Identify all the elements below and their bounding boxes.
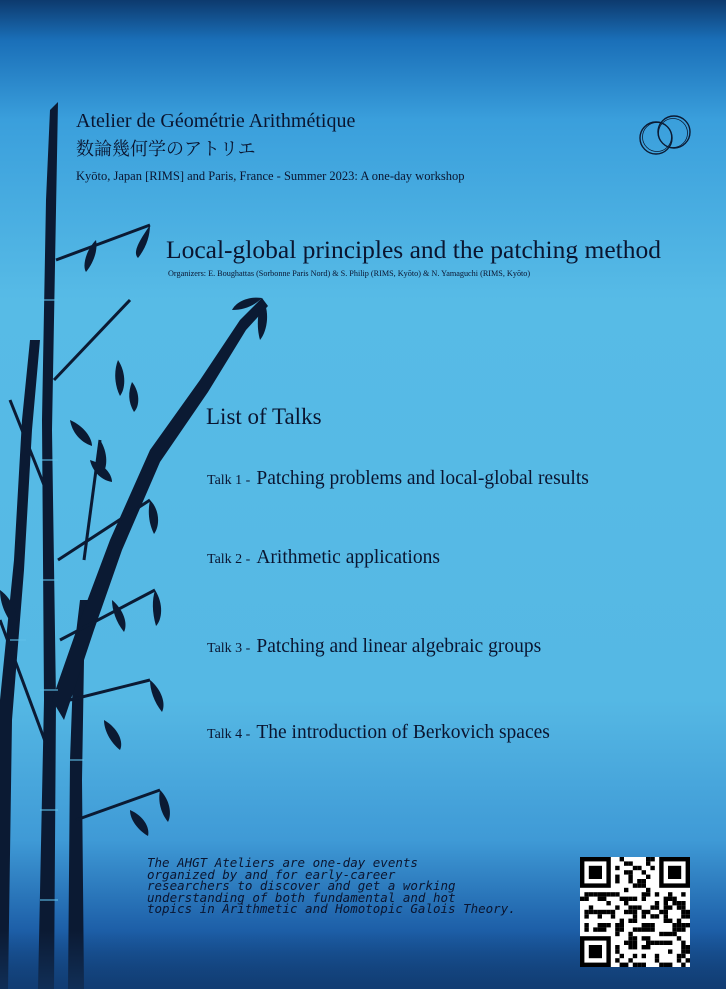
organizers: Organizers: E. Boughattas (Sorbonne Paris Nord) & S. Philip (RIMS, Kyōto) & N. Yamaguchi (RIMS, Kyōto) [168,269,531,278]
rings-logo-icon [634,112,696,158]
talks-heading: List of Talks [206,404,322,429]
qr-code[interactable] [580,857,690,967]
talk-title: Arithmetic applications [256,547,440,568]
qr-code-icon [580,857,690,967]
talk-title: The introduction of Berkovich spaces [256,722,550,743]
talk-label: Talk 2 - [207,552,251,567]
talk-title: Patching and linear algebraic groups [256,636,542,657]
talk-title: Patching problems and local-global results [256,468,589,489]
talk-item [207,722,550,744]
talk-item [207,547,440,569]
atelier-title-jp: 数論幾何学のアトリエ [76,139,256,160]
description-line: researchers to discover and get a working [147,878,456,893]
talk-label: Talk 3 - [207,641,251,656]
talk-label: Talk 4 - [207,727,251,742]
description-line: topics in Arithmetic and Homotopic Galois Theory. [147,901,516,916]
talk-item [207,468,589,490]
talk-label: Talk 1 - [207,473,251,488]
talk-item [207,636,541,658]
header [76,108,465,184]
description-line: The AHGT Ateliers are one-day events [147,855,418,870]
workshop-title: Local-global principles and the patching method [166,235,661,264]
workshop-block [166,234,661,280]
atelier-subtitle: Kyōto, Japan [RIMS] and Paris, France - Summer 2023: A one-day workshop [76,169,465,183]
atelier-title-fr: Atelier de Géométrie Arithmétique [76,110,356,132]
description-line: understanding of both fundamental and hot [147,889,456,905]
atelier-description [147,857,567,915]
description-line: organized by and for early-career [147,866,396,882]
